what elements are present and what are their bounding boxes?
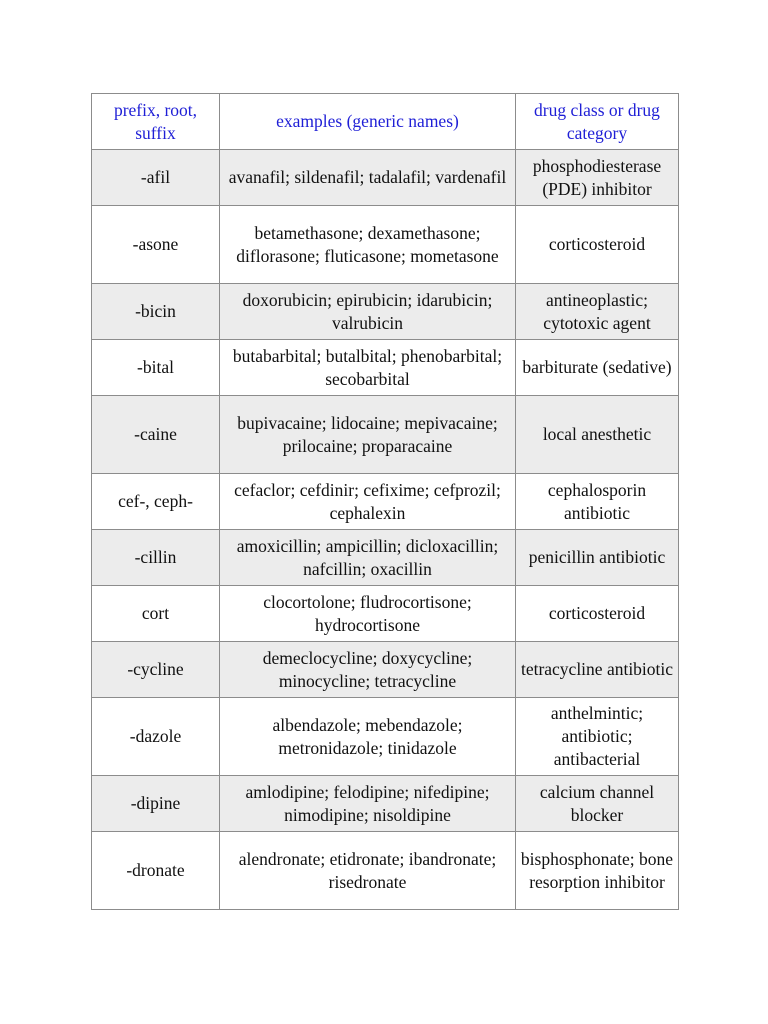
affix-cell: -cycline xyxy=(92,642,220,698)
affix-cell: -bital xyxy=(92,340,220,396)
examples-cell: cefaclor; cefdinir; cefixime; cefprozil; cephalexin xyxy=(220,474,516,530)
drug-class-cell: local anesthetic xyxy=(516,396,679,474)
affix-cell: -cillin xyxy=(92,530,220,586)
drug-class-cell: barbiturate (sedative) xyxy=(516,340,679,396)
drug-class-cell: calcium channel blocker xyxy=(516,776,679,832)
affix-cell: -caine xyxy=(92,396,220,474)
affix-cell: -bicin xyxy=(92,284,220,340)
examples-cell: butabarbital; butalbital; phenobarbital; secobarbital xyxy=(220,340,516,396)
table-row xyxy=(92,776,679,832)
drug-affix-table xyxy=(91,93,679,910)
examples-cell: demeclocycline; doxycycline; minocycline; tetracycline xyxy=(220,642,516,698)
affix-cell: -asone xyxy=(92,206,220,284)
table-row xyxy=(92,474,679,530)
table-row xyxy=(92,150,679,206)
affix-cell: cef-, ceph- xyxy=(92,474,220,530)
drug-class-cell: bisphosphonate; bone resorption inhibitor xyxy=(516,832,679,910)
table-row xyxy=(92,530,679,586)
drug-class-cell: corticosteroid xyxy=(516,586,679,642)
table-row xyxy=(92,396,679,474)
table-row xyxy=(92,284,679,340)
drug-class-cell: tetracycline antibiotic xyxy=(516,642,679,698)
affix-cell: -dronate xyxy=(92,832,220,910)
drug-class-cell: cephalosporin antibiotic xyxy=(516,474,679,530)
header-affix: prefix, root, suffix xyxy=(92,94,220,150)
table-row xyxy=(92,642,679,698)
affix-cell: -dipine xyxy=(92,776,220,832)
table-row xyxy=(92,340,679,396)
examples-cell: amoxicillin; ampicillin; dicloxacillin; nafcillin; oxacillin xyxy=(220,530,516,586)
drug-class-cell: anthelmintic; antibiotic; antibacterial xyxy=(516,698,679,776)
table-row xyxy=(92,586,679,642)
drug-class-cell: antineoplastic; cytotoxic agent xyxy=(516,284,679,340)
header-row xyxy=(92,94,679,150)
examples-cell: amlodipine; felodipine; nifedipine; nimodipine; nisoldipine xyxy=(220,776,516,832)
drug-class-cell: phosphodiesterase (PDE) inhibitor xyxy=(516,150,679,206)
examples-cell: doxorubicin; epirubicin; idarubicin; valrubicin xyxy=(220,284,516,340)
drug-class-cell: corticosteroid xyxy=(516,206,679,284)
header-drug-class: drug class or drug category xyxy=(516,94,679,150)
examples-cell: albendazole; mebendazole; metronidazole; tinidazole xyxy=(220,698,516,776)
examples-cell: avanafil; sildenafil; tadalafil; vardenafil xyxy=(220,150,516,206)
affix-cell: cort xyxy=(92,586,220,642)
table-row xyxy=(92,832,679,910)
examples-cell: alendronate; etidronate; ibandronate; risedronate xyxy=(220,832,516,910)
header-examples: examples (generic names) xyxy=(220,94,516,150)
table-row xyxy=(92,698,679,776)
affix-cell: -afil xyxy=(92,150,220,206)
examples-cell: bupivacaine; lidocaine; mepivacaine; prilocaine; proparacaine xyxy=(220,396,516,474)
examples-cell: clocortolone; fludrocortisone; hydrocortisone xyxy=(220,586,516,642)
table-row xyxy=(92,206,679,284)
examples-cell: betamethasone; dexamethasone; diflorasone; fluticasone; mometasone xyxy=(220,206,516,284)
drug-class-cell: penicillin antibiotic xyxy=(516,530,679,586)
affix-cell: -dazole xyxy=(92,698,220,776)
